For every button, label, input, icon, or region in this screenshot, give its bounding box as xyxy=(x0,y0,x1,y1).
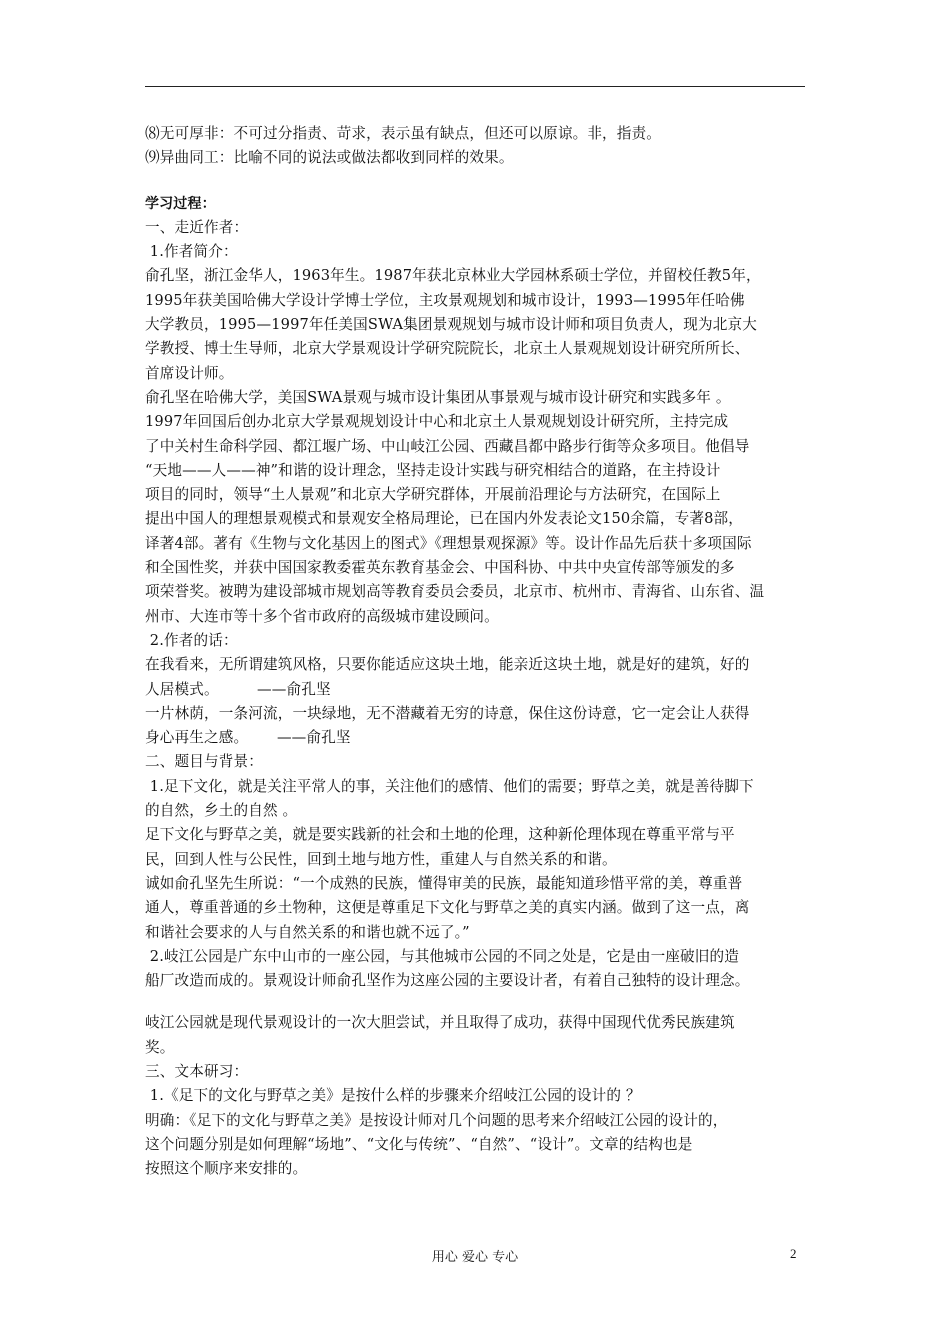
text-line: 足下文化与野草之美，就是要实践新的社会和土地的伦理，这种新伦理体现在尊重平常与平 xyxy=(145,826,735,844)
text-line: 大学教员，1995—1997年任美国SWA集团景观规划与城市设计师和项目负责人，现为北京大 xyxy=(145,316,758,334)
text-line: 岐江公园就是现代景观设计的一次大胆尝试，并且取得了成功，获得中国现代优秀民族建筑 xyxy=(145,1014,735,1032)
spacer xyxy=(145,993,810,1011)
quote-line: 身心再生之感。 ——俞孔坚 xyxy=(145,729,351,747)
text-line: 奖。 xyxy=(145,1038,175,1056)
text-line: 民，回到人性与公民性，回到土地与地方性，重建人与自然关系的和谐。 xyxy=(145,850,617,868)
quote-line: 人居模式。 ——俞孔坚 xyxy=(145,680,331,698)
answer-line: 按照这个顺序来安排的。 xyxy=(145,1160,308,1178)
answer-line: 明确：《足下的文化与野草之美》是按设计师对几个问题的思考来介绍岐江公园的设计的， xyxy=(145,1111,728,1129)
document-body xyxy=(145,122,810,1181)
text-line: 1997年回国后创办北京大学景观规划设计中心和北京土人景观规划设计研究所，主持完成 xyxy=(145,413,729,431)
text-line: 了中关村生命科学园、都江堰广场、中山岐江公园、西藏昌都中路步行街等众多项目。他倡导 xyxy=(145,437,750,455)
text-line: 船厂改造而成的。景观设计师俞孔坚作为这座公园的主要设计者，有着自己独特的设计理念。 xyxy=(145,972,750,990)
vocab-note-8: ⑻无可厚非：不可过分指责、苛求，表示虽有缺点，但还可以原谅。非，指责。 xyxy=(145,125,662,142)
text-line: 提出中国人的理想景观模式和景观安全格局理论，已在国内外发表论文150余篇，专著8部， xyxy=(145,510,744,528)
footer-motto: 用心 爱心 专心 xyxy=(431,1250,519,1265)
text-line: 和谐社会要求的人与自然关系的和谐也就不远了。” xyxy=(145,923,470,941)
text-line: 的自然，乡土的自然 。 xyxy=(145,802,298,820)
vocab-note-9: ⑼异曲同工：比喻不同的说法或做法都收到同样的效果。 xyxy=(145,149,514,167)
text-line: “天地——人——神”和谐的设计理念，坚持走设计实践与研究相结合的道路，在主持设计 xyxy=(145,461,721,479)
section-title-background: 二、题目与背景： xyxy=(145,753,263,771)
text-line: 1995年获美国哈佛大学设计学博士学位，主攻景观规划和城市设计，1993—1995年任哈佛 xyxy=(145,291,745,309)
text-line: 2.岐江公园是广东中山市的一座公园，与其他城市公园的不同之处是，它是由一座破旧的造 xyxy=(145,947,740,965)
header-rule xyxy=(145,86,805,87)
text-line: 俞孔坚在哈佛大学，美国SWA景观与城市设计集团从事景观与城市设计研究和实践多年 。 xyxy=(145,388,731,406)
section-title-text-study: 三、文本研习： xyxy=(145,1062,249,1080)
text-line: 通人，尊重普通的乡土物种，这便是尊重足下文化与野草之美的真实内涵。做到了这一点，离 xyxy=(145,899,750,917)
subsection-title-author-intro: 1.作者简介： xyxy=(145,243,238,261)
answer-line: 这个问题分别是如何理解“场地”、“文化与传统”、“自然”、“设计”。文章的结构也是 xyxy=(145,1135,693,1153)
quote-line: 一片林荫，一条河流，一块绿地，无不潜藏着无穷的诗意，保住这份诗意，它一定会让人获得 xyxy=(145,704,750,722)
text-line: 学教授、博士生导师，北京大学景观设计学研究院院长，北京土人景观规划设计研究所所长、 xyxy=(145,340,750,358)
section-title-author: 一、走近作者： xyxy=(145,218,249,236)
text-line: 项荣誉奖。被聘为建设部城市规划高等教育委员会委员，北京市、杭州市、青海省、山东省、温 xyxy=(145,583,765,601)
spacer xyxy=(145,171,810,192)
text-line: 诚如俞孔坚先生所说：“一个成熟的民族，懂得审美的民族，最能知道珍惜平常的美，尊重普 xyxy=(145,874,743,892)
text-line: 译著4部。著有《生物与文化基因上的图式》《理想景观探源》等。设计作品先后获十多项国际 xyxy=(145,534,752,552)
question-line: 1.《足下的文化与野草之美》是按什么样的步骤来介绍岐江公园的设计的 ？ xyxy=(145,1087,641,1105)
quote-line: 在我看来，无所谓建筑风格，只要你能适应这块土地，能亲近这块土地，就是好的建筑，好的 xyxy=(145,656,750,674)
text-line: 和全国性奖，并获中国国家教委霍英东教育基金会、中国科协、中共中央宣传部等颁发的多 xyxy=(145,559,735,577)
subsection-title-author-quotes: 2.作者的话： xyxy=(145,631,238,649)
text-line: 州市、大连市等十多个省市政府的高级城市建设顾问。 xyxy=(145,607,499,625)
page-number: 2 xyxy=(790,1246,797,1261)
text-line: 首席设计师。 xyxy=(145,364,234,382)
text-line: 俞孔坚，浙江金华人，1963年生。1987年获北京林业大学园林系硕士学位，并留校任教5年， xyxy=(145,267,761,285)
section-heading-learning-process: 学习过程： xyxy=(145,195,216,212)
text-line: 1.足下文化，就是关注平常人的事，关注他们的感情、他们的需要；野草之美，就是善待脚下 xyxy=(145,777,754,795)
text-line: 项目的同时，领导“土人景观”和北京大学研究群体，开展前沿理论与方法研究，在国际上 xyxy=(145,486,721,504)
